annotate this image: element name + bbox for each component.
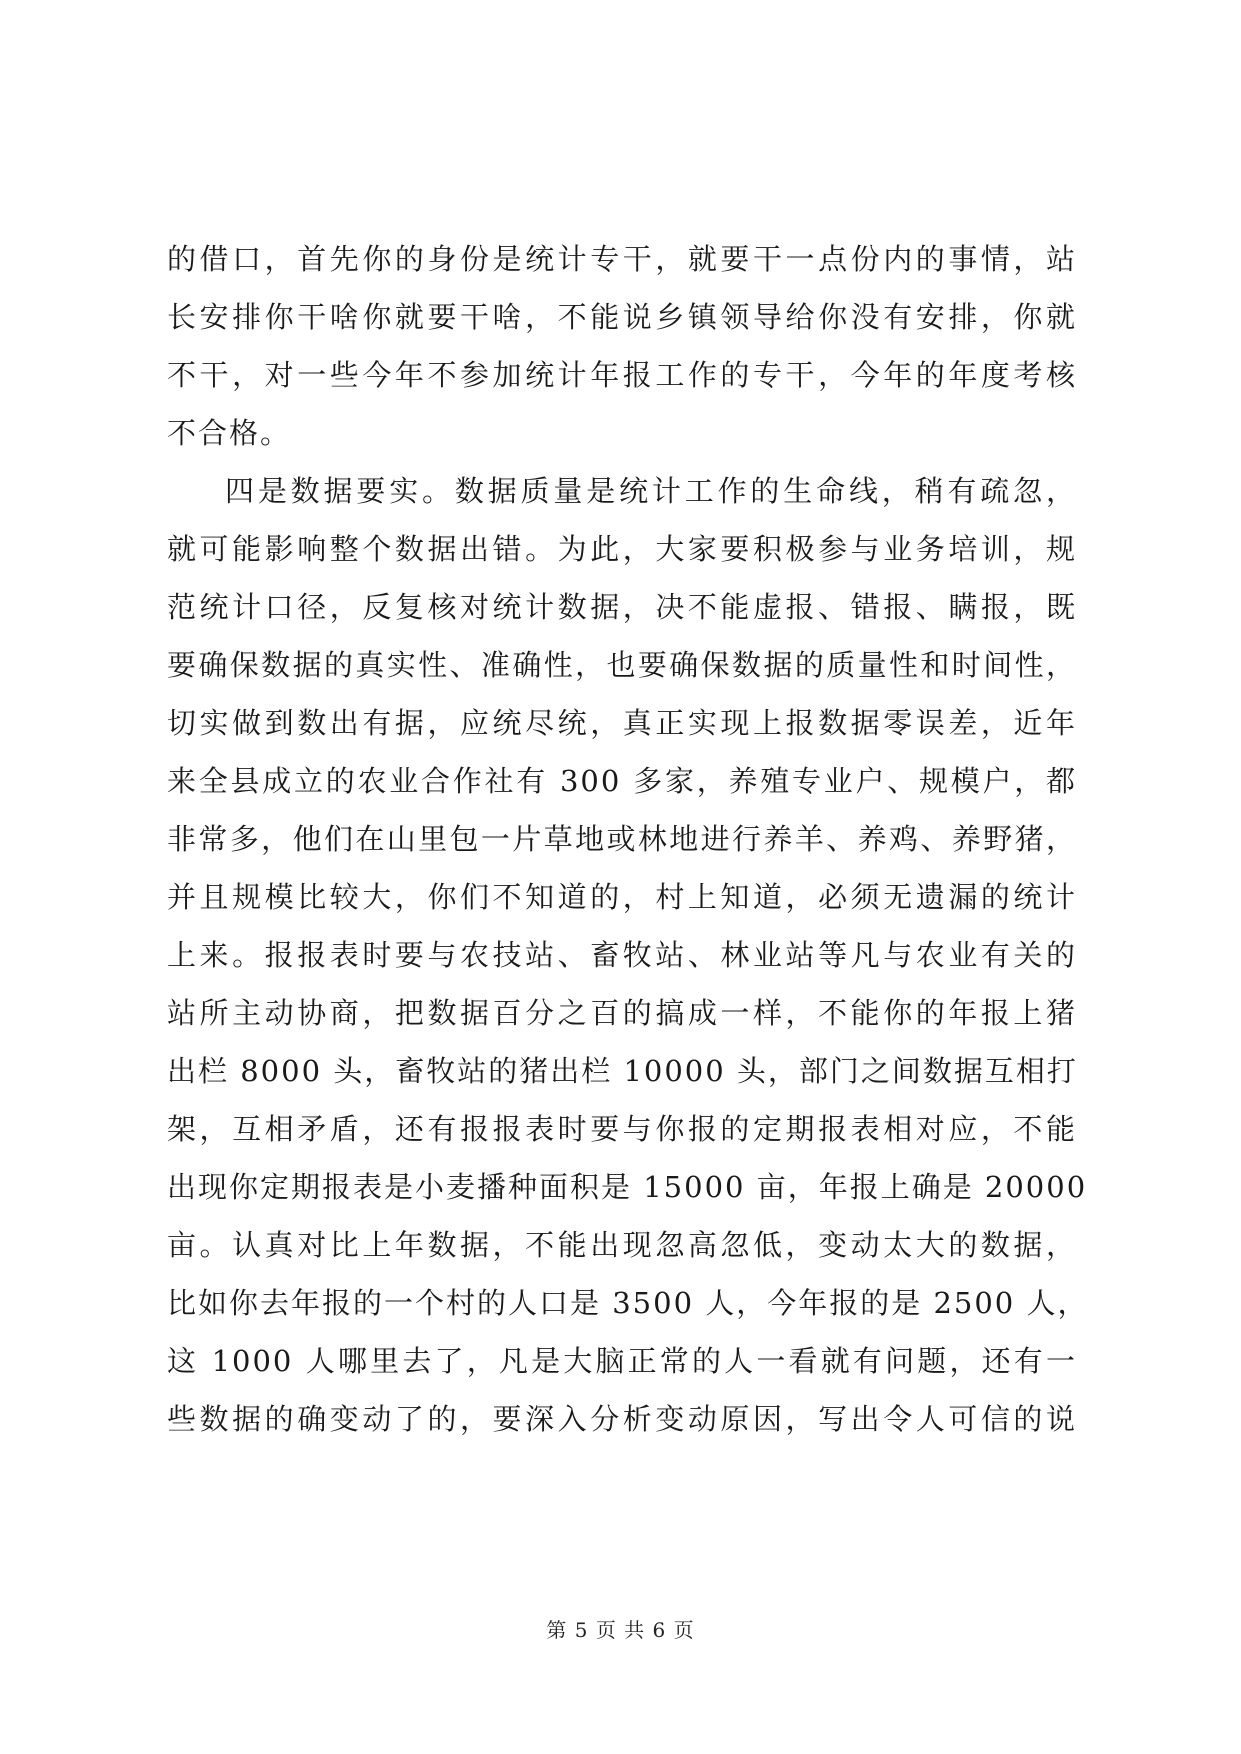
- text-line: 范统计口径，反复核对统计数据，决不能虚报、错报、瞒报，既: [167, 590, 1077, 624]
- text-line: 站所主动协商，把数据百分之百的搞成一样，不能你的年报上猪: [167, 996, 1077, 1030]
- page-number: 第 5 页 共 6 页: [546, 1618, 695, 1642]
- text-line: 架，互相矛盾，还有报报表时要与你报的定期报表相对应，不能: [167, 1112, 1077, 1146]
- text-line: 的借口，首先你的身份是统计专干，就要干一点份内的事情，站: [167, 242, 1077, 276]
- document-body: [167, 230, 1089, 1448]
- text-line: 不干，对一些今年不参加统计年报工作的专干，今年的年度考核: [167, 358, 1077, 392]
- text-line: 亩。认真对比上年数据，不能出现忽高忽低，变动太大的数据，: [167, 1228, 1077, 1262]
- page-footer: [0, 1614, 1241, 1643]
- text-line: 来全县成立的农业合作社有 300 多家，养殖专业户、规模户，都: [167, 764, 1077, 798]
- text-line: 长安排你干啥你就要干啥，不能说乡镇领导给你没有安排，你就: [167, 300, 1077, 334]
- text-line: 出现你定期报表是小麦播种面积是 15000 亩，年报上确是 20000: [167, 1170, 1088, 1204]
- text-line: 并且规模比较大，你们不知道的，村上知道，必须无遗漏的统计: [167, 880, 1077, 914]
- text-line: 些数据的确变动了的，要深入分析变动原因，写出令人可信的说: [167, 1402, 1077, 1436]
- text-line: 比如你去年报的一个村的人口是 3500 人，今年报的是 2500 人，: [167, 1286, 1089, 1320]
- text-line: 出栏 8000 头，畜牧站的猪出栏 10000 头，部门之间数据互相打: [167, 1054, 1078, 1088]
- text-line: 就可能影响整个数据出错。为此，大家要积极参与业务培训，规: [167, 532, 1077, 566]
- text-line: 四是数据要实。数据质量是统计工作的生命线，稍有疏忽，: [225, 474, 1077, 508]
- text-line: 不合格。: [167, 416, 292, 450]
- text-line: 非常多，他们在山里包一片草地或林地进行养羊、养鸡、养野猪，: [167, 822, 1077, 856]
- text-line: 切实做到数出有据，应统尽统，真正实现上报数据零误差，近年: [167, 706, 1077, 740]
- text-line: 这 1000 人哪里去了，凡是大脑正常的人一看就有问题，还有一: [167, 1344, 1077, 1378]
- text-line: 上来。报报表时要与农技站、畜牧站、林业站等凡与农业有关的: [167, 938, 1077, 972]
- text-line: 要确保数据的真实性、准确性，也要确保数据的质量性和时间性，: [167, 648, 1077, 682]
